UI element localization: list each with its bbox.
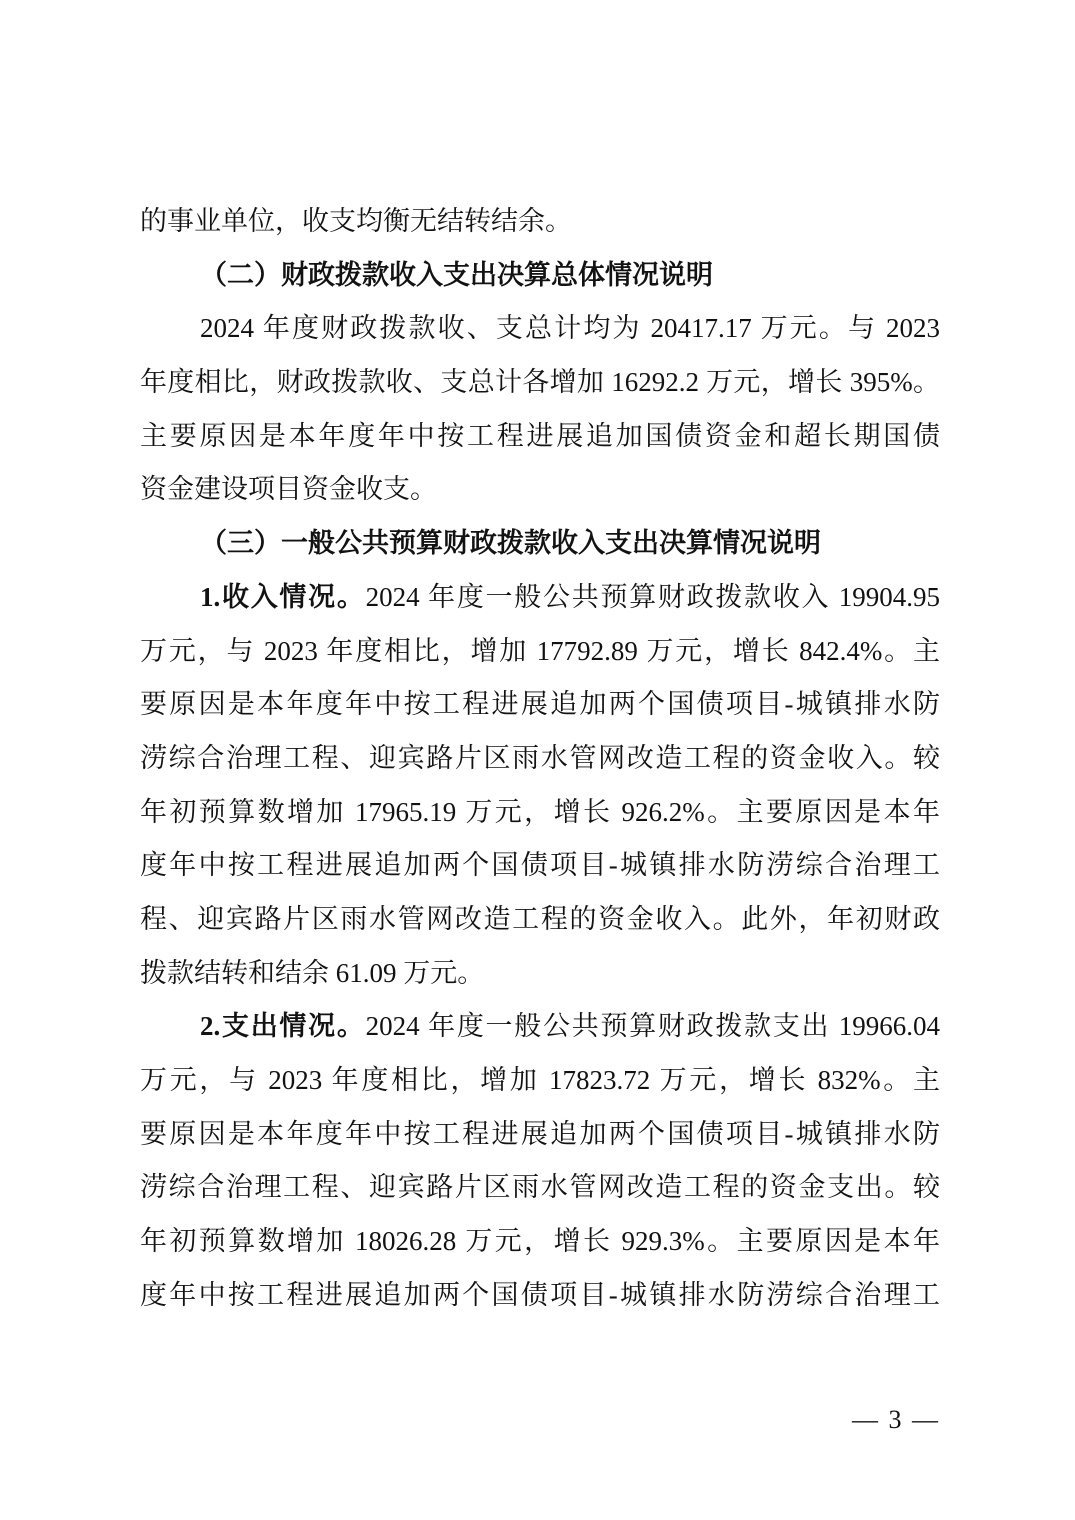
line-text: 的事业单位，收支均衡无结转结余。 [140, 206, 572, 236]
text-line [140, 732, 940, 786]
text-line [140, 463, 940, 517]
line-text: 2024 年度一般公共预算财政拨款收入 19904.95 [365, 581, 940, 612]
text-line [140, 1000, 940, 1054]
text-line [140, 625, 940, 679]
line-text: 年度相比，财政拨款收、支总计各增加 16292.2 万元，增长 395%。 [140, 367, 940, 398]
text-line [140, 1161, 940, 1215]
text-line [140, 1108, 940, 1162]
line-text: 年初预算数增加 17965.19 万元，增长 926.2%。主要原因是本年 [140, 796, 940, 827]
text-line [140, 1054, 940, 1108]
section-heading [140, 517, 940, 571]
text-line [140, 1269, 940, 1323]
text-line [140, 839, 940, 893]
text-line [140, 893, 940, 947]
text-line [140, 1215, 940, 1269]
line-text: 万元，与 2023 年度相比，增加 17792.89 万元，增长 842.4%。主 [140, 635, 940, 666]
line-text: 度年中按工程进展追加两个国债项目-城镇排水防涝综合治理工 [140, 1279, 940, 1310]
text-line [140, 571, 940, 625]
line-lead-bold: 1.收入情况。 [200, 581, 366, 612]
line-text: 程、迎宾路片区雨水管网改造工程的资金收入。此外，年初财政 [140, 903, 940, 934]
section-heading [140, 249, 940, 303]
text-line [140, 786, 940, 840]
line-text: 涝综合治理工程、迎宾路片区雨水管网改造工程的资金收入。较 [140, 742, 940, 773]
line-text: 要原因是本年度年中按工程进展追加两个国债项目-城镇排水防 [140, 689, 940, 720]
line-lead-bold: 2.支出情况。 [200, 1011, 366, 1042]
line-text: 年初预算数增加 18026.28 万元，增长 929.3%。主要原因是本年 [140, 1226, 940, 1257]
line-text: 2024 年度财政拨款收、支总计均为 20417.17 万元。与 2023 [200, 313, 940, 344]
heading-text: （二）财政拨款收入支出决算总体情况说明 [200, 259, 713, 290]
line-text: 2024 年度一般公共预算财政拨款支出 19966.04 [365, 1011, 940, 1042]
text-line [140, 356, 940, 410]
text-line [140, 947, 940, 1001]
heading-text: （三）一般公共预算财政拨款收入支出决算情况说明 [200, 528, 821, 559]
line-text: 万元，与 2023 年度相比，增加 17823.72 万元，增长 832%。主 [140, 1065, 940, 1095]
text-line [140, 410, 940, 464]
line-text: 资金建设项目资金收支。 [140, 474, 437, 505]
document-body [140, 195, 940, 1322]
text-line [140, 678, 940, 732]
text-line [140, 302, 940, 356]
text-line [140, 195, 940, 249]
line-text: 度年中按工程进展追加两个国债项目-城镇排水防涝综合治理工 [140, 850, 940, 881]
page-number: — 3 — [852, 1405, 940, 1434]
line-text: 主要原因是本年度年中按工程进展追加国债资金和超长期国债 [140, 420, 940, 451]
line-text: 要原因是本年度年中按工程进展追加两个国债项目-城镇排水防 [140, 1118, 940, 1149]
line-text: 拨款结转和结余 61.09 万元。 [140, 957, 485, 988]
line-text: 涝综合治理工程、迎宾路片区雨水管网改造工程的资金支出。较 [140, 1172, 940, 1203]
